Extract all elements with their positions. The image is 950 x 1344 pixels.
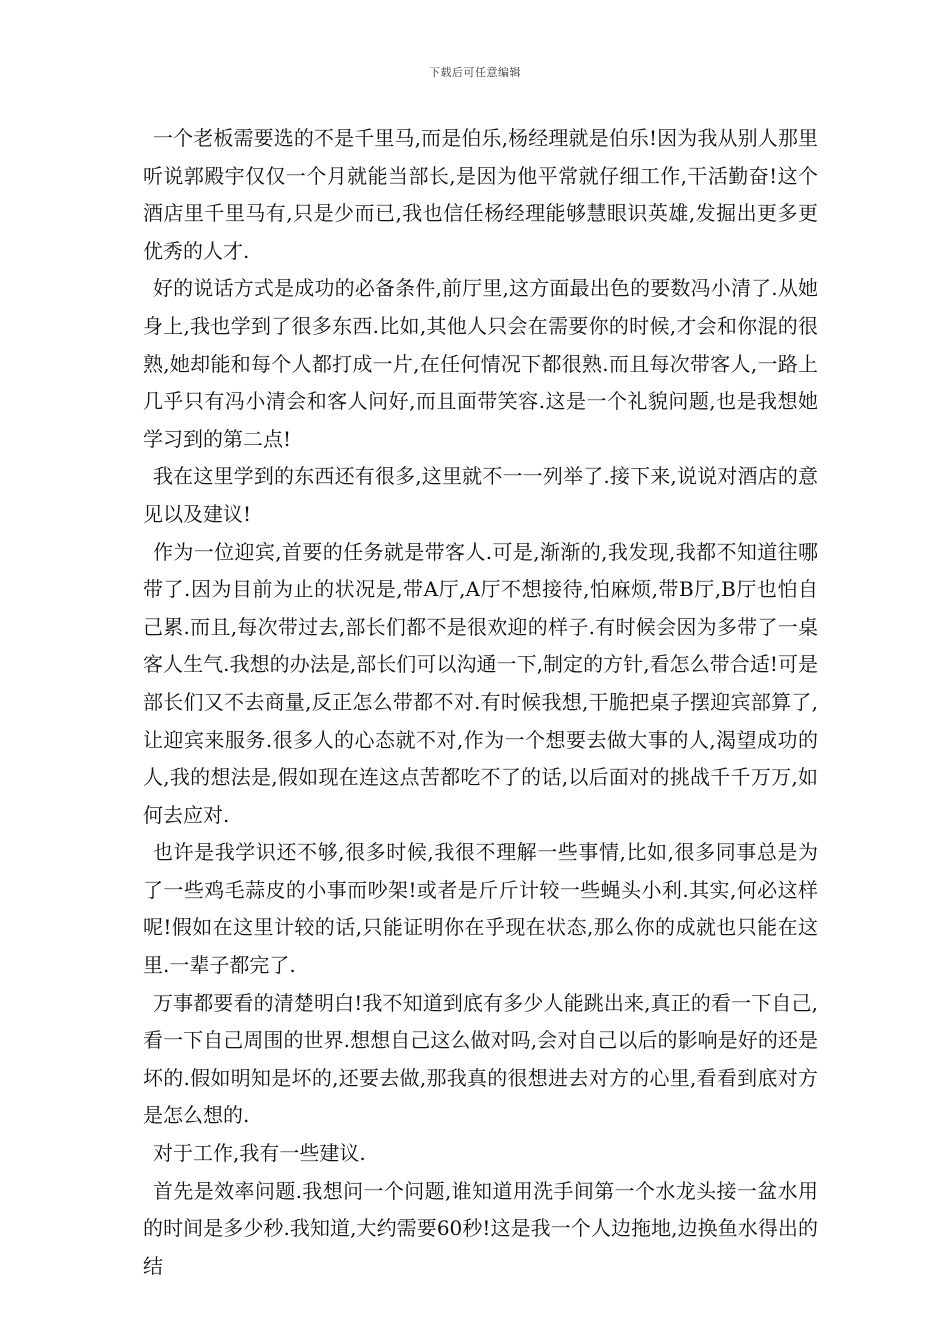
header-note: 下载后可任意编辑	[429, 66, 521, 79]
paragraph: 一个老板需要选的不是千里马,而是伯乐,杨经理就是伯乐!因为我从别人那里听说郭殿宇仅仅一个月就能当部长,是因为他平常就仔细工作,干活勤奋!这个酒店里千里马有,只是少而已,我也信任杨经理能够慧眼识英雄,发掘出更多更优秀的人才.	[143, 126, 818, 263]
document-body	[143, 120, 818, 1285]
paragraph: 好的说话方式是成功的必备条件,前厅里,这方面最出色的要数冯小清了.从她身上,我也学到了很多东西.比如,其他人只会在需要你的时候,才会和你混的很熟,她却能和每个人都打成一片,在任何情况下都很熟.而且每次带客人,一路上几乎只有冯小清会和客人问好,而且面带笑容.这是一个礼貌问题,也是我想她学习到的第二点!	[143, 276, 818, 451]
paragraph: 万事都要看的清楚明白!我不知道到底有多少人能跳出来,真正的看一下自己,看一下自己周围的世界.想想自己这么做对吗,会对自己以后的影响是好的还是坏的.假如明知是坏的,还要去做,那我真的很想进去对方的心里,看看到底对方是怎么想的.	[143, 990, 818, 1128]
paragraph: 首先是效率问题.我想问一个问题,谁知道用洗手间第一个水龙头接一盆水用的时间是多少秒.我知道,大约需要60秒!这是我一个人边拖地,边换鱼水得出的结	[143, 1178, 818, 1278]
paragraph: 作为一位迎宾,首要的任务就是带客人.可是,渐渐的,我发现,我都不知道往哪带了.因为目前为止的状况是,带A厅,A厅不想接待,怕麻烦,带B厅,B厅也怕自己累.而且,每次带过去,部长们都不是很欢迎的样子.有时候会因为多带了一桌客人生气.我想的办法是,部长们可以沟通一下,制定的方针,看怎么带合适!可是部长们又不去商量,反正怎么带都不对.有时候我想,干脆把桌子摆迎宾部算了,让迎宾来服务.很多人的心态就不对,作为一个想要去做大事的人,渴望成功的人,我的想法是,假如现在连这点苦都吃不了的话,以后面对的挑战千千万万,如何去应对.	[143, 539, 818, 827]
paragraph: 我在这里学到的东西还有很多,这里就不一一列举了.接下来,说说对酒店的意见以及建议!	[143, 464, 818, 526]
paragraph: 也许是我学识还不够,很多时候,我很不理解一些事情,比如,很多同事总是为了一些鸡毛蒜皮的小事而吵架!或者是斤斤计较一些蝇头小利.其实,何必这样呢!假如在这里计较的话,只能证明你在乎现在状态,那么你的成就也只能在这里.一辈子都完了.	[143, 840, 818, 978]
paragraph: 对于工作,我有一些建议.	[153, 1141, 366, 1166]
